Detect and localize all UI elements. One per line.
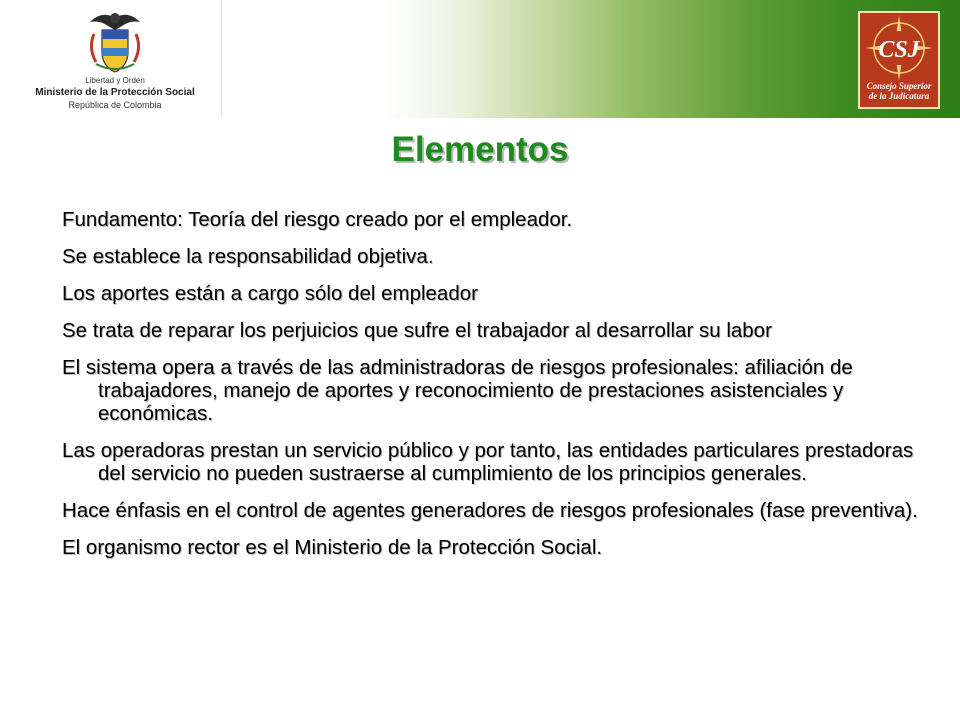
csj-name [860,81,938,101]
bullet-item: El sistema opera a través de las administradoras de riesgos profesionales: afiliación de trabajadores, manejo de aportes y reconocimiento de prestaciones asistenciales y económicas. [62,356,853,425]
coat-of-arms-icon [82,8,148,76]
bullet-item: Los aportes están a cargo sólo del empleador [62,282,478,305]
bullet-list [62,208,922,573]
bullet-item: Fundamento: Teoría del riesgo creado por el empleador. [62,208,573,231]
bullet-item: Se trata de reparar los perjuicios que sufre el trabajador al desarrollar su labor [62,319,772,342]
ministry-country: República de Colombia [68,100,162,110]
bullet-item: Se establece la responsabilidad objetiva. [62,245,434,268]
ministry-motto: Libertad y Orden [85,76,145,85]
slide-header [0,0,960,118]
bullet-item: Las operadoras prestan un servicio público y por tanto, las entidades particulares prestadoras del servicio no pueden sustraerse al cumplimiento de los principios generales. [62,439,914,485]
bullet-item: El organismo rector es el Ministerio de la Protección Social. [62,536,603,559]
slide-title: Elementos [391,130,569,169]
csj-name-line1: Consejo Superior [866,81,932,91]
ministry-logo [30,8,200,112]
bullet-item: Hace énfasis en el control de agentes generadores de riesgos profesionales (fase preventiva). [62,499,918,522]
ministry-name: Ministerio de la Protección Social [35,87,195,98]
csj-initials: CSJ [878,37,920,63]
header-divider [221,0,222,118]
csj-name-line2: de la Judicatura [868,91,930,101]
csj-logo [858,11,940,109]
